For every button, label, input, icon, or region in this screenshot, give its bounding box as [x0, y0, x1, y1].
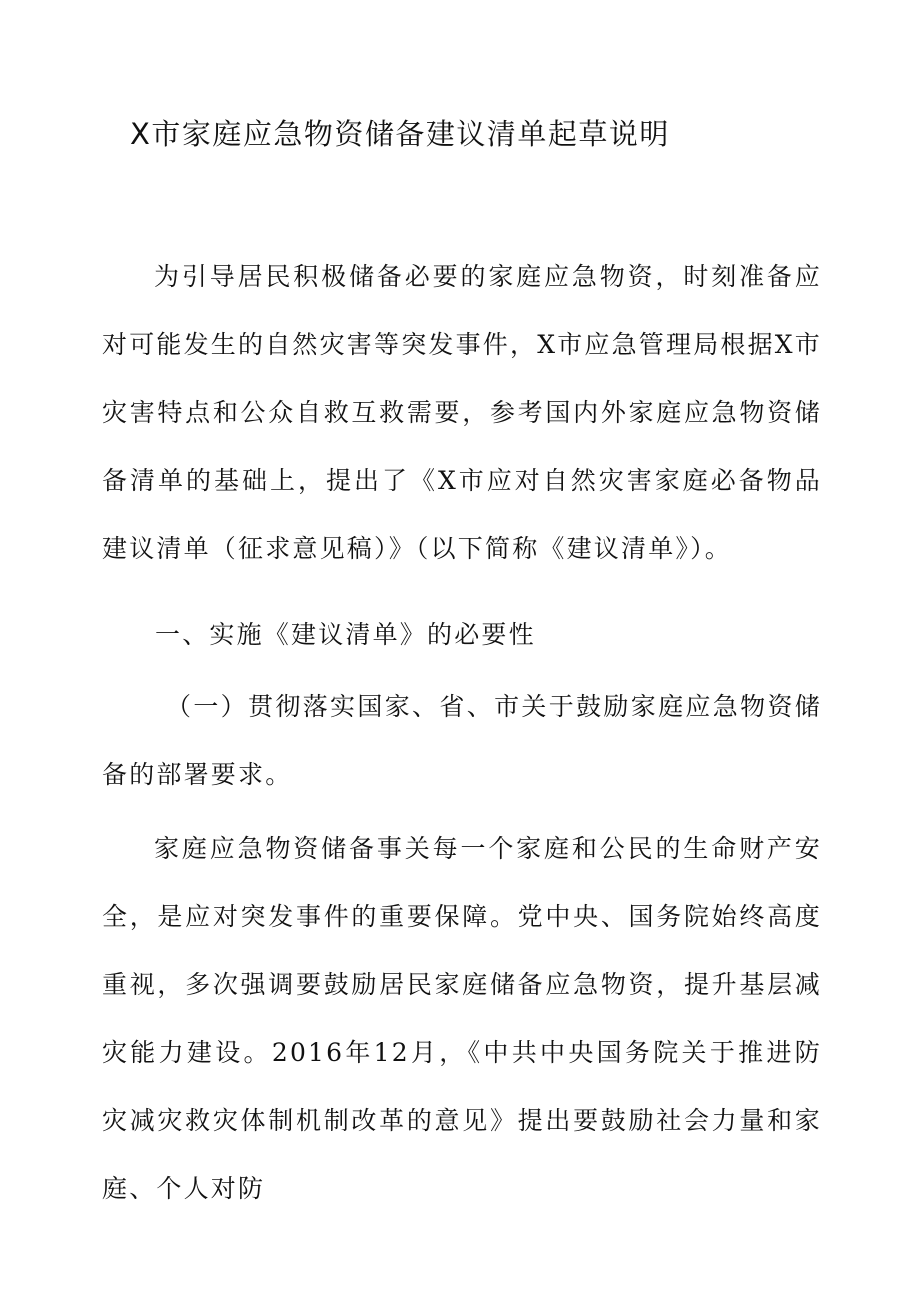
document-title: X市家庭应急物资储备建议清单起草说明 — [130, 117, 670, 151]
subsection-heading: （一）贯彻落实国家、省、市关于鼓励家庭应急物资储备的部署要求。 — [102, 692, 822, 789]
paragraph-body: 家庭应急物资储备事关每一个家庭和公民的生命财产安全，是应对突发事件的重要保障。党中央、国务院始终高度重视，多次强调要鼓励居民家庭储备应急物资，提升基层减灾能力建设。2016年12月，《中共中央国务院关于推进防灾减灾救灾体制机制改革的意见》提出要鼓励社会力量和家庭、个人对防 — [102, 834, 822, 1203]
section-heading: 一、实施《建议清单》的必要性 — [155, 620, 536, 649]
paragraph-intro: 为引导居民积极储备必要的家庭应急物资，时刻准备应对可能发生的自然灾害等突发事件，X市应急管理局根据X市灾害特点和公众自救互救需要，参考国内外家庭应急物资储备清单的基础上，提出了《X市应对自然灾害家庭必备物品建议清单（征求意见稿）》（以下简称《建议清单》）。 — [102, 262, 822, 563]
